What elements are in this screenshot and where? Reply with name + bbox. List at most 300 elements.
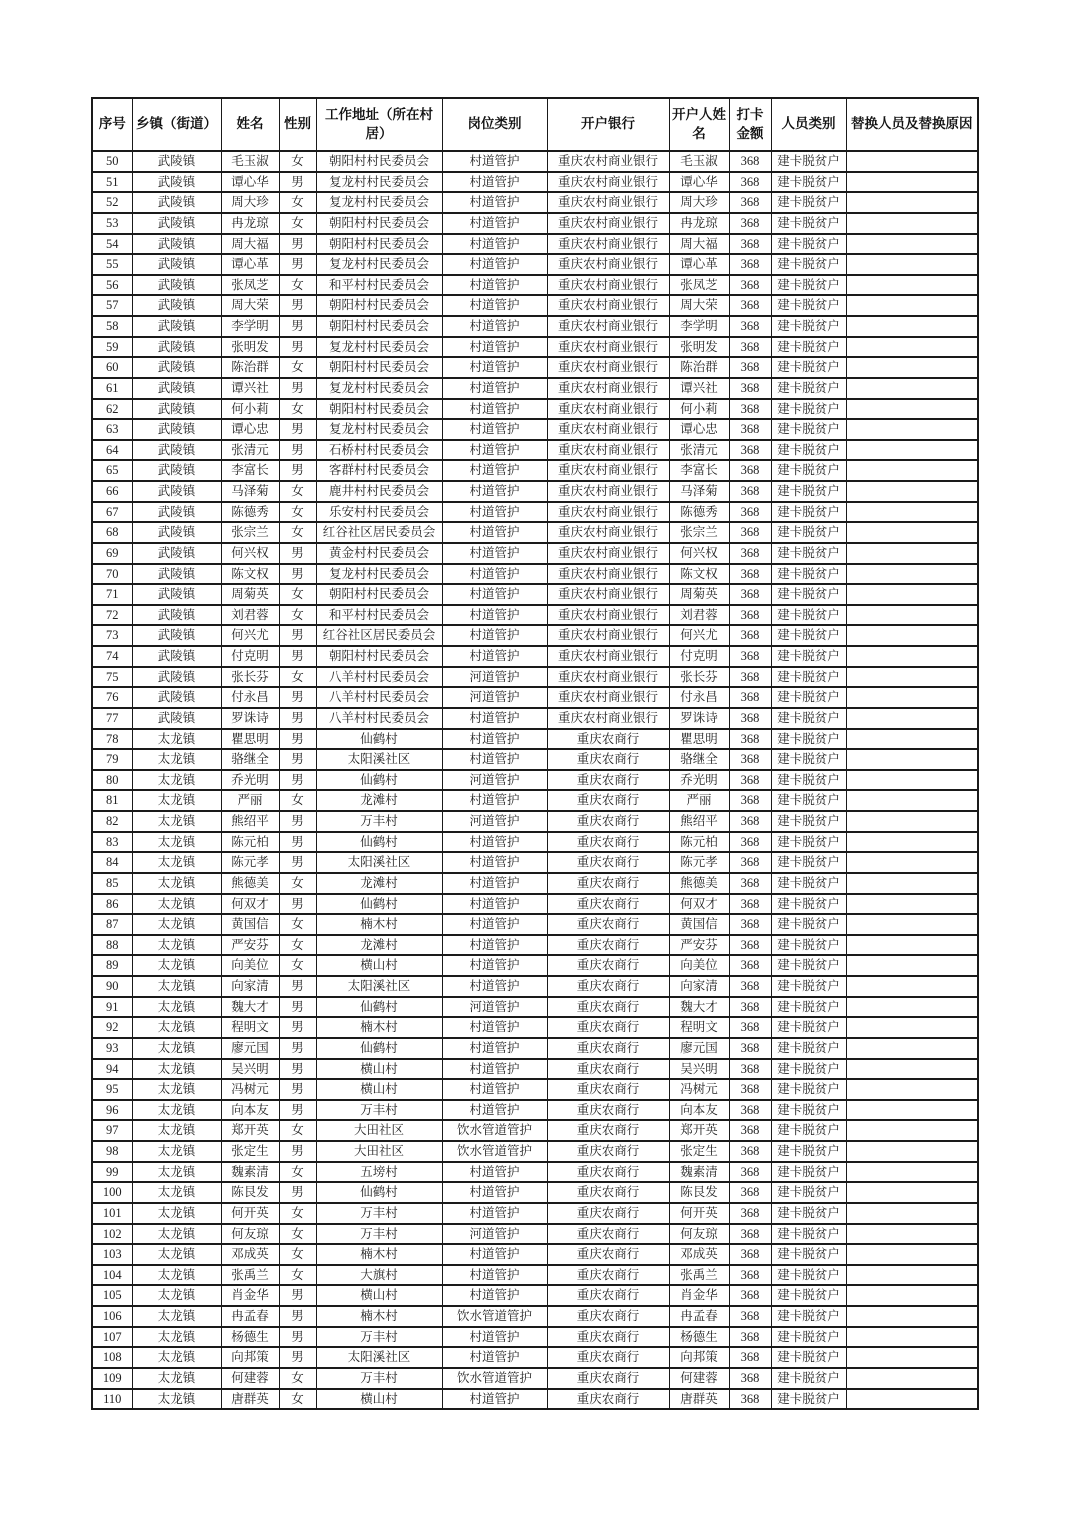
cell-township: 太龙镇 <box>132 729 221 750</box>
cell-work-address: 和平村村民委员会 <box>316 605 442 626</box>
cell-name: 冉孟春 <box>221 1306 279 1327</box>
cell-no: 107 <box>92 1327 132 1348</box>
cell-bank: 重庆农商行 <box>547 1265 669 1286</box>
cell-replacement <box>846 955 978 976</box>
cell-job-category: 村道管护 <box>442 399 547 420</box>
cell-person-category: 建卡脱贫户 <box>771 1038 846 1059</box>
table-row <box>92 1224 978 1245</box>
cell-job-category: 村道管护 <box>442 213 547 234</box>
cell-replacement <box>846 192 978 213</box>
cell-work-address: 朝阳村村民委员会 <box>316 316 442 337</box>
cell-work-address: 复龙村村民委员会 <box>316 419 442 440</box>
cell-replacement <box>846 667 978 688</box>
cell-job-category: 河道管护 <box>442 667 547 688</box>
cell-work-address: 八羊村村民委员会 <box>316 687 442 708</box>
cell-no: 61 <box>92 378 132 399</box>
cell-no: 84 <box>92 852 132 873</box>
cell-job-category: 村道管护 <box>442 254 547 275</box>
cell-amount: 368 <box>729 770 771 791</box>
cell-amount: 368 <box>729 625 771 646</box>
column-header-work-address: 工作地址（所在村居） <box>316 98 442 151</box>
cell-no: 98 <box>92 1141 132 1162</box>
cell-replacement <box>846 729 978 750</box>
cell-person-category: 建卡脱贫户 <box>771 399 846 420</box>
cell-township: 武陵镇 <box>132 646 221 667</box>
cell-job-category: 村道管护 <box>442 852 547 873</box>
cell-replacement <box>846 564 978 585</box>
cell-job-category: 村道管护 <box>442 1327 547 1348</box>
cell-township: 太龙镇 <box>132 1079 221 1100</box>
cell-township: 太龙镇 <box>132 894 221 915</box>
cell-amount: 368 <box>729 254 771 275</box>
cell-gender: 男 <box>279 770 316 791</box>
cell-bank: 重庆农村商业银行 <box>547 502 669 523</box>
table-row <box>92 1141 978 1162</box>
cell-gender: 男 <box>279 419 316 440</box>
cell-work-address: 朝阳村村民委员会 <box>316 234 442 255</box>
cell-gender: 男 <box>279 1059 316 1080</box>
cell-township: 太龙镇 <box>132 770 221 791</box>
cell-name: 瞿思明 <box>221 729 279 750</box>
cell-work-address: 楠木村 <box>316 1306 442 1327</box>
cell-gender: 女 <box>279 481 316 502</box>
table-row <box>92 1100 978 1121</box>
cell-bank: 重庆农商行 <box>547 1203 669 1224</box>
cell-replacement <box>846 770 978 791</box>
cell-township: 太龙镇 <box>132 1100 221 1121</box>
cell-township: 武陵镇 <box>132 625 221 646</box>
cell-amount: 368 <box>729 1120 771 1141</box>
cell-work-address: 太阳溪社区 <box>316 976 442 997</box>
cell-account-holder: 张长芬 <box>669 667 729 688</box>
cell-job-category: 村道管护 <box>442 1265 547 1286</box>
cell-account-holder: 陈元柏 <box>669 832 729 853</box>
cell-no: 103 <box>92 1244 132 1265</box>
cell-no: 63 <box>92 419 132 440</box>
cell-work-address: 复龙村村民委员会 <box>316 378 442 399</box>
column-header-township: 乡镇（街道） <box>132 98 221 151</box>
table-row <box>92 172 978 193</box>
cell-gender: 女 <box>279 502 316 523</box>
cell-work-address: 复龙村村民委员会 <box>316 337 442 358</box>
cell-person-category: 建卡脱贫户 <box>771 1017 846 1038</box>
cell-no: 54 <box>92 234 132 255</box>
cell-person-category: 建卡脱贫户 <box>771 564 846 585</box>
cell-no: 53 <box>92 213 132 234</box>
cell-name: 刘君蓉 <box>221 605 279 626</box>
cell-replacement <box>846 832 978 853</box>
cell-replacement <box>846 399 978 420</box>
cell-replacement <box>846 316 978 337</box>
cell-person-category: 建卡脱贫户 <box>771 1368 846 1389</box>
cell-account-holder: 陈元孝 <box>669 852 729 873</box>
cell-amount: 368 <box>729 667 771 688</box>
cell-person-category: 建卡脱贫户 <box>771 605 846 626</box>
cell-bank: 重庆农商行 <box>547 1368 669 1389</box>
cell-replacement <box>846 1306 978 1327</box>
cell-bank: 重庆农商行 <box>547 1327 669 1348</box>
cell-work-address: 太阳溪社区 <box>316 1347 442 1368</box>
cell-amount: 368 <box>729 378 771 399</box>
cell-amount: 368 <box>729 337 771 358</box>
cell-work-address: 八羊村村民委员会 <box>316 667 442 688</box>
cell-township: 武陵镇 <box>132 564 221 585</box>
cell-person-category: 建卡脱贫户 <box>771 357 846 378</box>
cell-township: 武陵镇 <box>132 234 221 255</box>
cell-person-category: 建卡脱贫户 <box>771 1347 846 1368</box>
cell-account-holder: 冯树元 <box>669 1079 729 1100</box>
table-row <box>92 543 978 564</box>
cell-bank: 重庆农村商业银行 <box>547 584 669 605</box>
cell-township: 武陵镇 <box>132 213 221 234</box>
cell-work-address: 仙鹤村 <box>316 1182 442 1203</box>
table-row <box>92 687 978 708</box>
cell-name: 何小莉 <box>221 399 279 420</box>
cell-replacement <box>846 481 978 502</box>
cell-job-category: 村道管护 <box>442 955 547 976</box>
cell-person-category: 建卡脱贫户 <box>771 275 846 296</box>
cell-name: 乔光明 <box>221 770 279 791</box>
cell-job-category: 村道管护 <box>442 1203 547 1224</box>
cell-name: 谭心革 <box>221 254 279 275</box>
table-row <box>92 440 978 461</box>
cell-no: 50 <box>92 151 132 172</box>
cell-account-holder: 吴兴明 <box>669 1059 729 1080</box>
cell-gender: 男 <box>279 894 316 915</box>
cell-work-address: 楠木村 <box>316 914 442 935</box>
cell-bank: 重庆农村商业银行 <box>547 192 669 213</box>
cell-name: 张长芬 <box>221 667 279 688</box>
cell-no: 106 <box>92 1306 132 1327</box>
cell-amount: 368 <box>729 749 771 770</box>
cell-account-holder: 周菊英 <box>669 584 729 605</box>
cell-gender: 女 <box>279 1203 316 1224</box>
cell-amount: 368 <box>729 275 771 296</box>
cell-amount: 368 <box>729 852 771 873</box>
cell-replacement <box>846 1327 978 1348</box>
cell-bank: 重庆农商行 <box>547 1306 669 1327</box>
cell-amount: 368 <box>729 1017 771 1038</box>
cell-bank: 重庆农商行 <box>547 1038 669 1059</box>
table-row <box>92 873 978 894</box>
cell-work-address: 复龙村村民委员会 <box>316 192 442 213</box>
cell-gender: 男 <box>279 625 316 646</box>
cell-name: 张凤芝 <box>221 275 279 296</box>
cell-bank: 重庆农村商业银行 <box>547 605 669 626</box>
cell-name: 陈文权 <box>221 564 279 585</box>
cell-work-address: 龙滩村 <box>316 790 442 811</box>
table-row <box>92 234 978 255</box>
cell-name: 郑开英 <box>221 1120 279 1141</box>
cell-township: 太龙镇 <box>132 1120 221 1141</box>
cell-township: 武陵镇 <box>132 543 221 564</box>
table-row <box>92 419 978 440</box>
cell-account-holder: 周大福 <box>669 234 729 255</box>
cell-person-category: 建卡脱贫户 <box>771 378 846 399</box>
cell-job-category: 村道管护 <box>442 1285 547 1306</box>
cell-name: 冉龙琼 <box>221 213 279 234</box>
column-header-account-holder: 开户人姓名 <box>669 98 729 151</box>
cell-account-holder: 向本友 <box>669 1100 729 1121</box>
cell-township: 太龙镇 <box>132 852 221 873</box>
cell-bank: 重庆农村商业银行 <box>547 378 669 399</box>
cell-name: 张清元 <box>221 440 279 461</box>
cell-bank: 重庆农村商业银行 <box>547 625 669 646</box>
cell-work-address: 万丰村 <box>316 1368 442 1389</box>
cell-person-category: 建卡脱贫户 <box>771 213 846 234</box>
cell-amount: 368 <box>729 646 771 667</box>
cell-work-address: 朝阳村村民委员会 <box>316 646 442 667</box>
cell-township: 武陵镇 <box>132 481 221 502</box>
cell-account-holder: 熊德美 <box>669 873 729 894</box>
cell-work-address: 楠木村 <box>316 1244 442 1265</box>
cell-account-holder: 李富长 <box>669 460 729 481</box>
table-row <box>92 1079 978 1100</box>
cell-no: 104 <box>92 1265 132 1286</box>
cell-township: 太龙镇 <box>132 832 221 853</box>
cell-no: 85 <box>92 873 132 894</box>
cell-person-category: 建卡脱贫户 <box>771 1327 846 1348</box>
cell-name: 杨德生 <box>221 1327 279 1348</box>
cell-amount: 368 <box>729 1100 771 1121</box>
cell-bank: 重庆农商行 <box>547 1059 669 1080</box>
table-row <box>92 625 978 646</box>
cell-bank: 重庆农商行 <box>547 770 669 791</box>
cell-bank: 重庆农村商业银行 <box>547 151 669 172</box>
cell-township: 武陵镇 <box>132 192 221 213</box>
cell-township: 太龙镇 <box>132 1327 221 1348</box>
table-row <box>92 605 978 626</box>
cell-gender: 女 <box>279 935 316 956</box>
cell-person-category: 建卡脱贫户 <box>771 997 846 1018</box>
cell-job-category: 村道管护 <box>442 832 547 853</box>
cell-account-holder: 毛玉淑 <box>669 151 729 172</box>
cell-gender: 男 <box>279 729 316 750</box>
cell-account-holder: 谭心华 <box>669 172 729 193</box>
cell-job-category: 村道管护 <box>442 460 547 481</box>
cell-township: 武陵镇 <box>132 295 221 316</box>
cell-no: 74 <box>92 646 132 667</box>
cell-bank: 重庆农村商业银行 <box>547 419 669 440</box>
cell-account-holder: 郑开英 <box>669 1120 729 1141</box>
cell-township: 武陵镇 <box>132 605 221 626</box>
cell-job-category: 村道管护 <box>442 192 547 213</box>
cell-township: 武陵镇 <box>132 254 221 275</box>
cell-account-holder: 陈艮发 <box>669 1182 729 1203</box>
cell-job-category: 河道管护 <box>442 770 547 791</box>
cell-bank: 重庆农村商业银行 <box>547 667 669 688</box>
cell-work-address: 五塝村 <box>316 1162 442 1183</box>
table-row <box>92 295 978 316</box>
table-row <box>92 1368 978 1389</box>
cell-replacement <box>846 1368 978 1389</box>
cell-gender: 男 <box>279 543 316 564</box>
cell-work-address: 和平村村民委员会 <box>316 275 442 296</box>
cell-gender: 女 <box>279 1120 316 1141</box>
cell-township: 太龙镇 <box>132 1182 221 1203</box>
cell-name: 张禹兰 <box>221 1265 279 1286</box>
table-row <box>92 1327 978 1348</box>
cell-replacement <box>846 1059 978 1080</box>
cell-amount: 368 <box>729 997 771 1018</box>
cell-bank: 重庆农商行 <box>547 1141 669 1162</box>
cell-gender: 男 <box>279 1017 316 1038</box>
cell-bank: 重庆农村商业银行 <box>547 357 669 378</box>
cell-name: 魏大才 <box>221 997 279 1018</box>
cell-person-category: 建卡脱贫户 <box>771 234 846 255</box>
cell-name: 马泽菊 <box>221 481 279 502</box>
cell-township: 武陵镇 <box>132 460 221 481</box>
cell-bank: 重庆农商行 <box>547 1347 669 1368</box>
cell-account-holder: 张宗兰 <box>669 522 729 543</box>
cell-bank: 重庆农村商业银行 <box>547 316 669 337</box>
cell-bank: 重庆农村商业银行 <box>547 543 669 564</box>
cell-replacement <box>846 873 978 894</box>
table-body <box>92 151 978 1409</box>
cell-work-address: 横山村 <box>316 1389 442 1410</box>
cell-account-holder: 肖金华 <box>669 1285 729 1306</box>
table-row <box>92 935 978 956</box>
cell-no: 80 <box>92 770 132 791</box>
cell-person-category: 建卡脱贫户 <box>771 172 846 193</box>
cell-replacement <box>846 522 978 543</box>
cell-person-category: 建卡脱贫户 <box>771 852 846 873</box>
cell-no: 78 <box>92 729 132 750</box>
cell-work-address: 朝阳村村民委员会 <box>316 295 442 316</box>
cell-work-address: 万丰村 <box>316 1327 442 1348</box>
cell-work-address: 太阳溪社区 <box>316 749 442 770</box>
cell-account-holder: 何建蓉 <box>669 1368 729 1389</box>
cell-bank: 重庆农村商业银行 <box>547 687 669 708</box>
cell-account-holder: 何开英 <box>669 1203 729 1224</box>
cell-job-category: 村道管护 <box>442 419 547 440</box>
cell-amount: 368 <box>729 213 771 234</box>
cell-township: 太龙镇 <box>132 811 221 832</box>
cell-job-category: 村道管护 <box>442 790 547 811</box>
cell-replacement <box>846 1203 978 1224</box>
cell-amount: 368 <box>729 172 771 193</box>
cell-township: 武陵镇 <box>132 667 221 688</box>
cell-bank: 重庆农村商业银行 <box>547 440 669 461</box>
cell-work-address: 大旗村 <box>316 1265 442 1286</box>
cell-job-category: 村道管护 <box>442 337 547 358</box>
cell-replacement <box>846 295 978 316</box>
table-row <box>92 1120 978 1141</box>
table-row <box>92 1059 978 1080</box>
cell-township: 太龙镇 <box>132 790 221 811</box>
table-row <box>92 1389 978 1410</box>
cell-amount: 368 <box>729 873 771 894</box>
cell-job-category: 村道管护 <box>442 378 547 399</box>
cell-gender: 男 <box>279 852 316 873</box>
cell-person-category: 建卡脱贫户 <box>771 832 846 853</box>
cell-gender: 女 <box>279 151 316 172</box>
column-header-gender: 性别 <box>279 98 316 151</box>
cell-person-category: 建卡脱贫户 <box>771 1244 846 1265</box>
cell-no: 105 <box>92 1285 132 1306</box>
cell-person-category: 建卡脱贫户 <box>771 337 846 358</box>
cell-name: 何双才 <box>221 894 279 915</box>
cell-bank: 重庆农商行 <box>547 729 669 750</box>
cell-bank: 重庆农村商业银行 <box>547 172 669 193</box>
cell-person-category: 建卡脱贫户 <box>771 1265 846 1286</box>
cell-replacement <box>846 1079 978 1100</box>
cell-bank: 重庆农商行 <box>547 1182 669 1203</box>
cell-person-category: 建卡脱贫户 <box>771 1182 846 1203</box>
cell-replacement <box>846 625 978 646</box>
table-row <box>92 852 978 873</box>
cell-township: 武陵镇 <box>132 440 221 461</box>
column-header-person-category: 人员类别 <box>771 98 846 151</box>
cell-township: 太龙镇 <box>132 1285 221 1306</box>
cell-name: 向美位 <box>221 955 279 976</box>
cell-no: 94 <box>92 1059 132 1080</box>
cell-amount: 368 <box>729 1141 771 1162</box>
cell-amount: 368 <box>729 1182 771 1203</box>
cell-person-category: 建卡脱贫户 <box>771 1203 846 1224</box>
cell-account-holder: 周大珍 <box>669 192 729 213</box>
cell-job-category: 村道管护 <box>442 1038 547 1059</box>
table-row <box>92 275 978 296</box>
cell-person-category: 建卡脱贫户 <box>771 254 846 275</box>
cell-gender: 男 <box>279 1285 316 1306</box>
cell-account-holder: 魏大才 <box>669 997 729 1018</box>
cell-bank: 重庆农商行 <box>547 873 669 894</box>
cell-job-category: 村道管护 <box>442 172 547 193</box>
cell-work-address: 大田社区 <box>316 1120 442 1141</box>
cell-no: 86 <box>92 894 132 915</box>
cell-no: 75 <box>92 667 132 688</box>
cell-name: 熊绍平 <box>221 811 279 832</box>
cell-name: 张明发 <box>221 337 279 358</box>
cell-gender: 男 <box>279 1327 316 1348</box>
cell-job-category: 村道管护 <box>442 1389 547 1410</box>
cell-bank: 重庆农村商业银行 <box>547 295 669 316</box>
cell-bank: 重庆农商行 <box>547 894 669 915</box>
cell-account-holder: 李学明 <box>669 316 729 337</box>
cell-no: 109 <box>92 1368 132 1389</box>
table-row <box>92 564 978 585</box>
cell-person-category: 建卡脱贫户 <box>771 1079 846 1100</box>
cell-replacement <box>846 790 978 811</box>
cell-gender: 男 <box>279 564 316 585</box>
cell-gender: 女 <box>279 1224 316 1245</box>
cell-amount: 368 <box>729 295 771 316</box>
cell-bank: 重庆农商行 <box>547 1285 669 1306</box>
cell-account-holder: 谭心革 <box>669 254 729 275</box>
cell-account-holder: 马泽菊 <box>669 481 729 502</box>
cell-no: 102 <box>92 1224 132 1245</box>
cell-township: 武陵镇 <box>132 172 221 193</box>
cell-township: 太龙镇 <box>132 1162 221 1183</box>
cell-name: 周大福 <box>221 234 279 255</box>
cell-replacement <box>846 234 978 255</box>
cell-replacement <box>846 1120 978 1141</box>
cell-amount: 368 <box>729 1162 771 1183</box>
cell-township: 太龙镇 <box>132 997 221 1018</box>
cell-name: 邓成英 <box>221 1244 279 1265</box>
cell-account-holder: 向邦策 <box>669 1347 729 1368</box>
cell-no: 59 <box>92 337 132 358</box>
cell-no: 93 <box>92 1038 132 1059</box>
cell-name: 何建蓉 <box>221 1368 279 1389</box>
cell-township: 太龙镇 <box>132 1038 221 1059</box>
cell-work-address: 仙鹤村 <box>316 770 442 791</box>
cell-gender: 男 <box>279 1079 316 1100</box>
cell-township: 太龙镇 <box>132 914 221 935</box>
cell-township: 太龙镇 <box>132 1368 221 1389</box>
cell-township: 武陵镇 <box>132 708 221 729</box>
